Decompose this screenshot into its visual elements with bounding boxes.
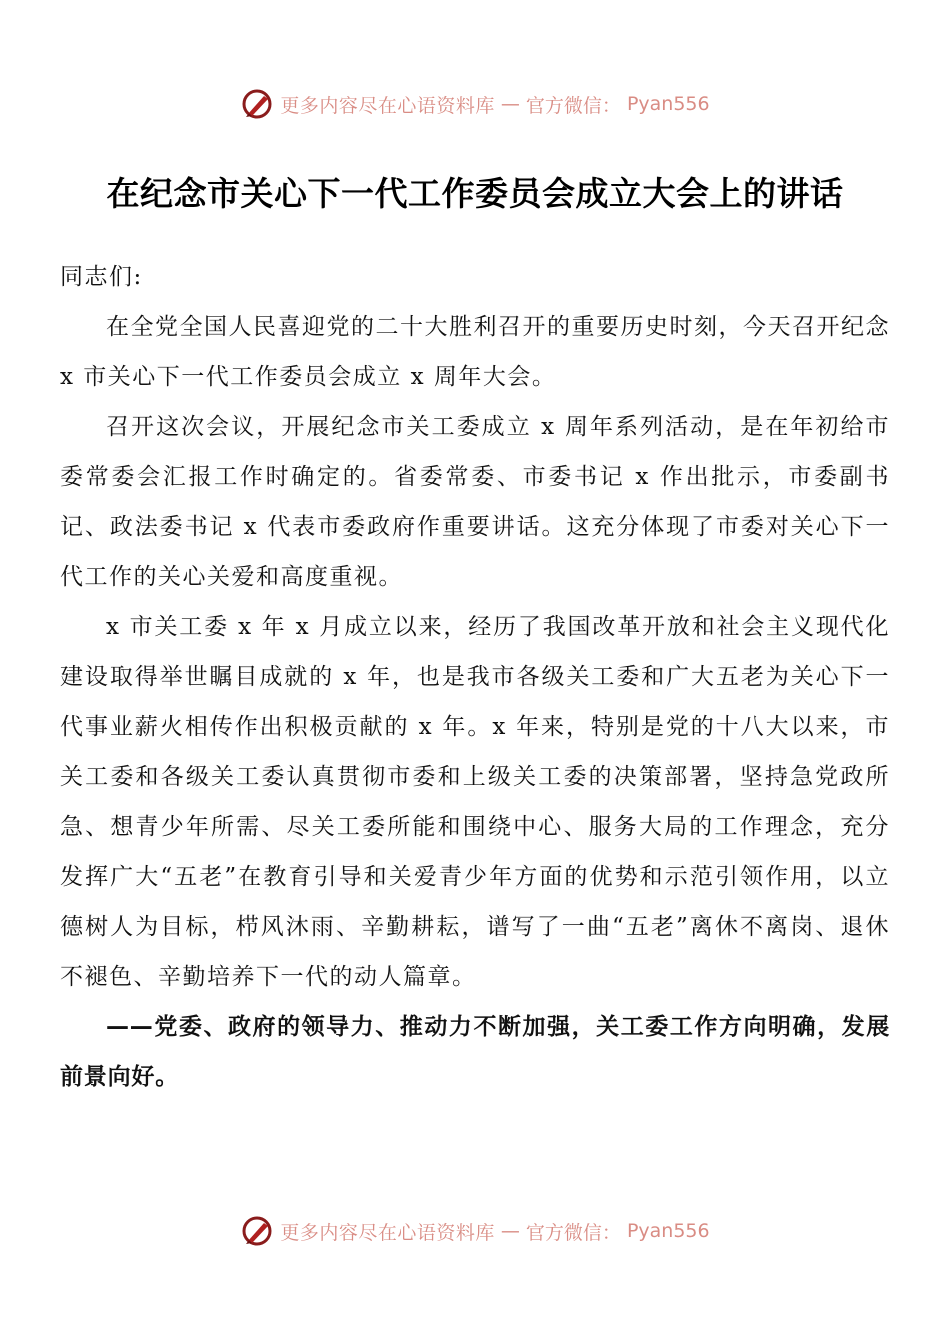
watermark-contact-label: 官方微信： <box>525 94 621 117</box>
pen-nib-icon <box>240 1214 274 1248</box>
paragraph: 在全党全国人民喜迎党的二十大胜利召开的重要历史时刻，今天召开纪念 x 市关心下一代工作委员会成立 x 周年大会。 <box>60 314 890 390</box>
watermark-separator: — <box>500 93 520 115</box>
salutation: 同志们: <box>60 264 143 290</box>
watermark-site-text: 更多内容尽在心语资料库 <box>280 1221 495 1244</box>
document-body <box>60 252 890 1102</box>
header-watermark <box>0 84 950 124</box>
footer-watermark <box>0 1211 950 1251</box>
highlight-paragraph: ——党委、政府的领导力、推动力不断加强，关工委工作方向明确，发展前景向好。 <box>60 1014 890 1090</box>
watermark-site-text: 更多内容尽在心语资料库 <box>280 94 495 117</box>
pen-nib-icon <box>240 87 274 121</box>
watermark-contact-id: Pyan556 <box>626 1220 710 1242</box>
paragraph: x 市关工委 x 年 x 月成立以来，经历了我国改革开放和社会主义现代化建设取得举世瞩目成就的 x 年，也是我市各级关工委和广大五老为关心下一代事业薪火相传作出积极贡献的 x 年。x 年来，特别是党的十八大以来，市关工委和各级关工委认真贯彻市委和上级关工委的决策部署，坚持急党政所急、想青少年所需、尽关工委所能和围绕中心、服务大局的工作理念，充分发挥广大“五老”在教育引导和关爱青少年方面的优势和示范引领作用，以立德树人为目标，栉风沐雨、辛勤耕耘，谱写了一曲“五老”离休不离岗、退休不褪色、辛勤培养下一代的动人篇章。 <box>60 614 890 990</box>
watermark-contact-id: Pyan556 <box>626 93 710 115</box>
watermark-contact-label: 官方微信： <box>525 1221 621 1244</box>
document-title: 在纪念市关心下一代工作委员会成立大会上的讲话 <box>106 174 844 213</box>
watermark-separator: — <box>500 1220 520 1242</box>
paragraph: 召开这次会议，开展纪念市关工委成立 x 周年系列活动，是在年初给市委常委会汇报工作时确定的。省委常委、市委书记 x 作出批示，市委副书记、政法委书记 x 代表市委政府作重要讲话。这充分体现了市委对关心下一代工作的关心关爱和高度重视。 <box>60 414 890 590</box>
